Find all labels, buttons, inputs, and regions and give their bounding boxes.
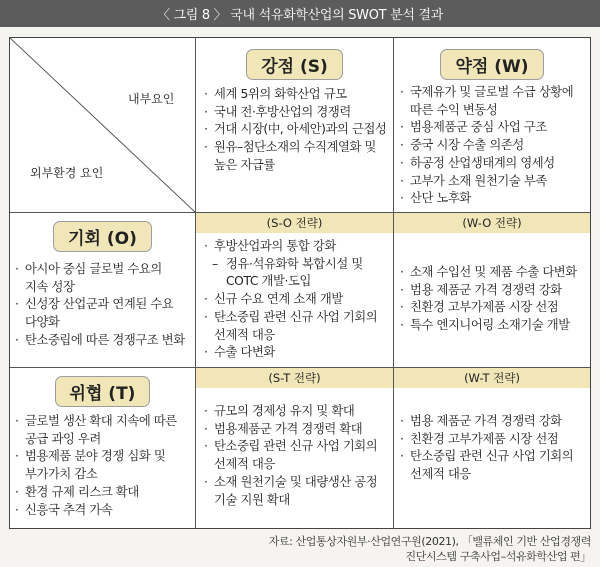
st-list-item: · 규모의 경제성 유지 및 확대	[204, 403, 390, 421]
strength-list-item: · 국내 전·후방산업의 경쟁력	[204, 104, 390, 122]
wt-strategy-label: (W-T 전략)	[394, 368, 590, 388]
wt-list-item: · 친환경 고부가제품 시장 선점	[400, 431, 588, 449]
so-strategy-label: (S-O 전략)	[196, 213, 393, 233]
wt-strategy-list	[400, 413, 588, 484]
strength-list-item: 높은 자급률	[214, 157, 275, 172]
st-strategy-label: (S-T 전략)	[196, 368, 393, 388]
wo-list-item: · 소재 수입선 및 제품 수출 다변화	[400, 264, 588, 282]
strength-list-item: · 원유–첨단소재의 수직계열화 및	[204, 139, 390, 157]
wt-strategy-cell	[394, 368, 590, 528]
wo-list-item: · 범용 제품군 가격 경쟁력 강화	[400, 282, 588, 300]
threat-list-item: 공급 과잉 우려	[25, 431, 101, 446]
st-list-item: · 탄소중립 관련 신규 사업 기회의	[204, 438, 390, 456]
opportunity-list-item: · 신성장 산업군과 연계된 수요	[15, 296, 193, 314]
threat-list-item: · 범용제품 분야 경쟁 심화 및	[15, 448, 193, 466]
weakness-list-item: · 범용제품군 중심 사업 구조	[400, 119, 588, 137]
st-list-item: 기술 지원 확대	[214, 492, 290, 507]
so-strategy-list	[204, 238, 390, 362]
threat-list-item: · 글로벌 생산 확대 지속에 따른	[15, 413, 193, 431]
corner-diagonal	[10, 38, 195, 212]
so-list-item: · 수출 다변화	[204, 344, 390, 362]
wo-strategy-cell	[394, 213, 590, 367]
wt-list-item: 선제적 대응	[410, 467, 471, 482]
st-list-item: 선제적 대응	[214, 457, 275, 472]
wo-list-item: · 친환경 고부가제품 시장 선점	[400, 299, 588, 317]
st-list-item: · 소재 원천기술 및 대량생산 공정	[204, 474, 390, 492]
weakness-list-item: · 중국 시장 수출 의존성	[400, 137, 588, 155]
opportunity-list-item: · 아시아 중심 글로벌 수요의	[15, 261, 193, 279]
opportunity-list-item: · 탄소중립에 따른 경쟁구조 변화	[15, 332, 193, 350]
swot-matrix	[9, 37, 591, 529]
opportunity-title: 기회 (O)	[53, 221, 152, 252]
so-list-item: · 탄소중립 관련 신규 사업 기회의	[204, 309, 390, 327]
so-list-item: – 정유·석유화학 복합시설 및	[204, 256, 390, 274]
strength-list	[204, 86, 390, 175]
wo-strategy-list	[400, 264, 588, 335]
corner-cell	[10, 38, 195, 212]
threat-list-item: 부가가치 감소	[25, 467, 98, 482]
opportunity-cell	[10, 213, 195, 367]
threat-list	[15, 413, 193, 519]
wo-list-item: · 특수 엔지니어링 소재기술 개발	[400, 317, 588, 335]
threat-list-item: · 신흥국 추격 가속	[15, 502, 193, 520]
so-list-item: · 신규 수요 연계 소재 개발	[204, 291, 390, 309]
weakness-list-item: · 하공정 산업생태계의 영세성	[400, 155, 588, 173]
st-strategy-list	[204, 403, 390, 509]
external-factor-label: 외부환경 요인	[30, 166, 104, 180]
weakness-list-item: · 산단 노후화	[400, 190, 588, 208]
strength-title: 강점 (S)	[246, 49, 343, 80]
opportunity-list	[15, 261, 193, 350]
so-list-item: COTC 개발·도입	[226, 274, 311, 289]
wo-strategy-label: (W-O 전략)	[394, 213, 590, 233]
weakness-list-item: · 고부가 소재 원천기술 부족	[400, 173, 588, 191]
weakness-list	[400, 84, 588, 208]
weakness-title: 약점 (W)	[440, 49, 543, 80]
so-list-item: 선제적 대응	[214, 327, 275, 342]
weakness-list-item: 따른 수익 변동성	[410, 102, 498, 117]
weakness-cell	[394, 38, 590, 212]
so-strategy-cell	[196, 213, 393, 367]
strength-list-item: · 거대 시장(中, 아세안)과의 근접성	[204, 121, 390, 139]
opportunity-list-item: 지속 성장	[25, 279, 75, 294]
internal-factor-label: 내부요인	[128, 92, 175, 106]
strength-cell	[196, 38, 393, 212]
weakness-list-item: · 국제유가 및 글로벌 수급 상황에	[400, 84, 588, 102]
wt-list-item: · 탄소중립 관련 신규 사업 기회의	[400, 448, 588, 466]
figure-title-bar	[0, 0, 600, 27]
so-list-item: · 후방산업과의 통합 강화	[204, 238, 390, 256]
threat-cell	[10, 368, 195, 528]
source-line-1: 자료: 산업통상자원부·산업연구원(2021), 「밸류체인 기반 산업경쟁력	[268, 535, 591, 548]
st-list-item: · 범용제품군 가격 경쟁력 확대	[204, 421, 390, 439]
strength-list-item: · 세계 5위의 화학산업 규모	[204, 86, 390, 104]
source-note	[269, 534, 591, 564]
figure-title: 〈 그림 8 〉 국내 석유화학산업의 SWOT 분석 결과	[157, 8, 443, 23]
wt-list-item: · 범용 제품군 가격 경쟁력 강화	[400, 413, 588, 431]
threat-list-item: · 환경 규제 리스크 확대	[15, 484, 193, 502]
source-line-2: 진단시스템 구축사업–석유화학산업 편」	[405, 550, 591, 563]
threat-title: 위협 (T)	[55, 376, 151, 407]
st-strategy-cell	[196, 368, 393, 528]
opportunity-list-item: 다양화	[25, 315, 60, 330]
